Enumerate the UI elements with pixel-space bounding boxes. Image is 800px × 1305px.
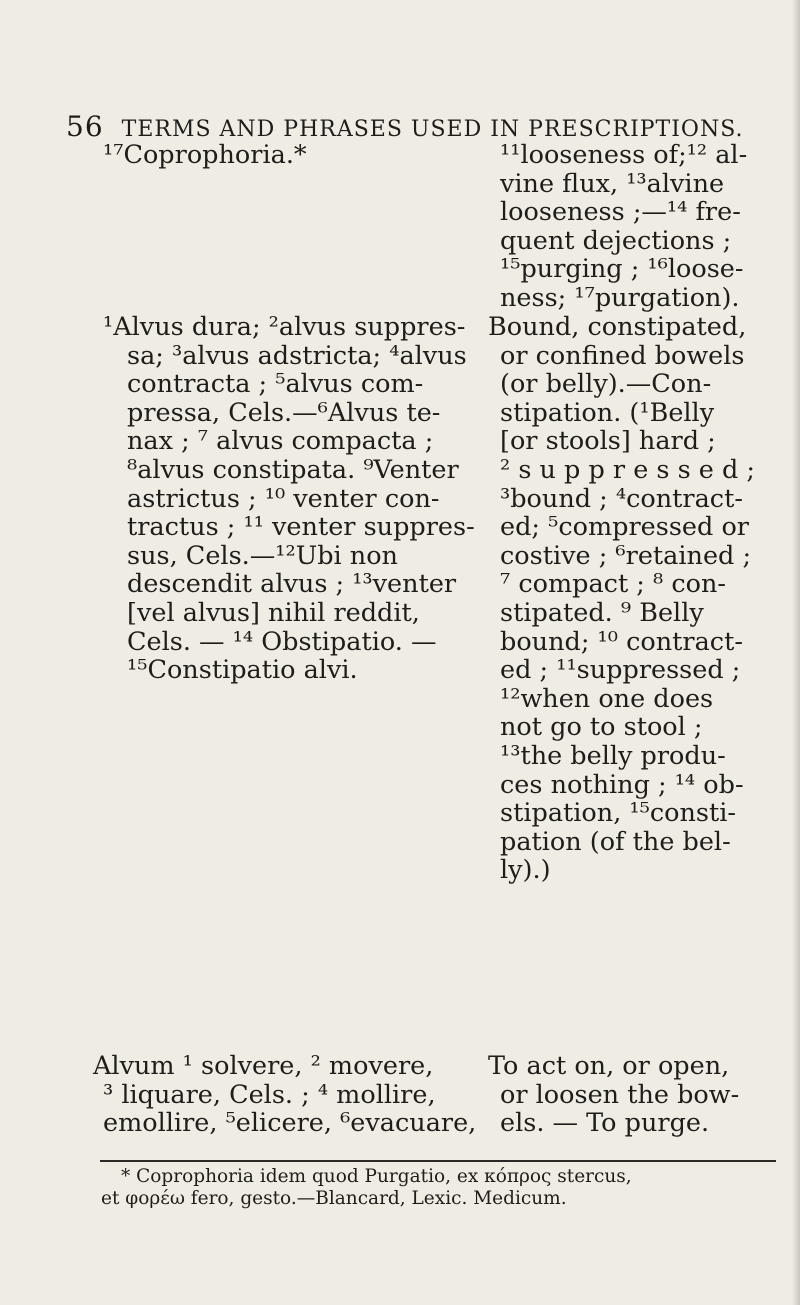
- english-line: ¹³the belly produ-: [500, 740, 726, 771]
- latin-line: sus, Cels.—¹²Ubi non: [127, 540, 398, 571]
- latin-line: ⁸alvus constipata. ⁹Venter: [127, 454, 459, 485]
- english-line: looseness ;—¹⁴ fre-: [500, 197, 741, 228]
- footnote: [101, 1166, 781, 1210]
- english-line: Bound, constipated,: [488, 312, 747, 342]
- english-line: ces nothing ; ¹⁴ ob-: [500, 769, 744, 800]
- english-line: or loosen the bow-: [500, 1079, 740, 1110]
- english-line: or confined bowels: [500, 340, 745, 371]
- latin-line: sa; ³alvus adstricta; ⁴alvus: [127, 340, 467, 371]
- english-line: (or belly).—Con-: [500, 369, 712, 400]
- footnote-divider: [100, 1160, 776, 1162]
- english-line: quent dejections ;: [500, 225, 732, 256]
- latin-line: Alvum ¹ solvere, ² movere,: [93, 1051, 434, 1081]
- english-line: ⁷ compact ; ⁸ con-: [500, 569, 727, 600]
- entry-alvum-solvere-latin: [93, 1051, 498, 1139]
- english-line: stipation, ¹⁵consti-: [500, 798, 737, 829]
- entry-alvum-solvere-english: [488, 1051, 778, 1139]
- english-line: pation (of the bel-: [500, 826, 731, 857]
- english-line: bound; ¹⁰ contract-: [500, 626, 743, 657]
- latin-line: contracta ; ⁵alvus com-: [127, 369, 424, 400]
- english-line: ness; ¹⁷purgation).: [500, 282, 740, 313]
- page-edge: [792, 0, 800, 1305]
- footnote-line: * Coprophoria idem quod Purgatio, ex κόπρος stercus,: [121, 1166, 632, 1187]
- latin-line: astrictus ; ¹⁰ venter con-: [127, 483, 440, 514]
- latin-line: [vel alvus] nihil reddit,: [127, 597, 420, 628]
- entry-alvus-dura-latin: [103, 313, 498, 685]
- english-line: ² s u p p r e s s e d ;: [500, 454, 755, 485]
- latin-line: ³ liquare, Cels. ; ⁴ mollire,: [103, 1079, 436, 1110]
- latin-line: ¹Alvus dura; ²alvus suppres-: [103, 312, 466, 342]
- latin-line: descendit alvus ; ¹³venter: [127, 569, 457, 600]
- entry-coprophoria-english: [500, 141, 778, 313]
- english-line: ed ; ¹¹suppressed ;: [500, 655, 741, 686]
- english-line: stipated. ⁹ Belly: [500, 597, 704, 628]
- english-line: ed; ⁵compressed or: [500, 512, 749, 543]
- latin-line: emollire, ⁵elicere, ⁶evacuare,: [103, 1108, 477, 1139]
- english-line: ¹¹looseness of;¹² al-: [500, 140, 748, 170]
- latin-line: nax ; ⁷ alvus compacta ;: [127, 426, 434, 457]
- latin-line: pressa, Cels.—⁶Alvus te-: [127, 397, 441, 428]
- latin-line: Cels. — ¹⁴ Obstipatio. —: [127, 626, 437, 657]
- english-line: ¹⁵purging ; ¹⁶loose-: [500, 254, 744, 285]
- english-line: costive ; ⁶retained ;: [500, 540, 752, 571]
- running-title: TERMS AND PHRASES USED IN PRESCRIPTIONS.: [121, 117, 744, 142]
- english-line: els. — To purge.: [500, 1108, 710, 1139]
- english-line: not go to stool ;: [500, 712, 703, 743]
- latin-line: ¹⁵Constipatio alvi.: [127, 655, 358, 686]
- footnote-line: et φορέω fero, gesto.—Blancard, Lexic. Medicum.: [101, 1188, 567, 1209]
- english-line: ³bound ; ⁴contract-: [500, 483, 743, 514]
- page-number: 56: [66, 110, 104, 143]
- english-line: To act on, or open,: [488, 1051, 730, 1081]
- latin-line: tractus ; ¹¹ venter suppres-: [127, 512, 475, 543]
- english-line: vine flux, ¹³alvine: [500, 168, 725, 199]
- english-line: stipation. (¹Belly: [500, 397, 715, 428]
- running-header: [66, 110, 786, 143]
- entry-alvus-dura-english: [488, 312, 778, 886]
- entry-coprophoria-latin: [103, 141, 498, 170]
- english-line: ly).): [500, 855, 551, 886]
- latin-line: ¹⁷Coprophoria.*: [103, 140, 307, 170]
- english-line: ¹²when one does: [500, 683, 714, 714]
- english-line: [or stools] hard ;: [500, 426, 716, 457]
